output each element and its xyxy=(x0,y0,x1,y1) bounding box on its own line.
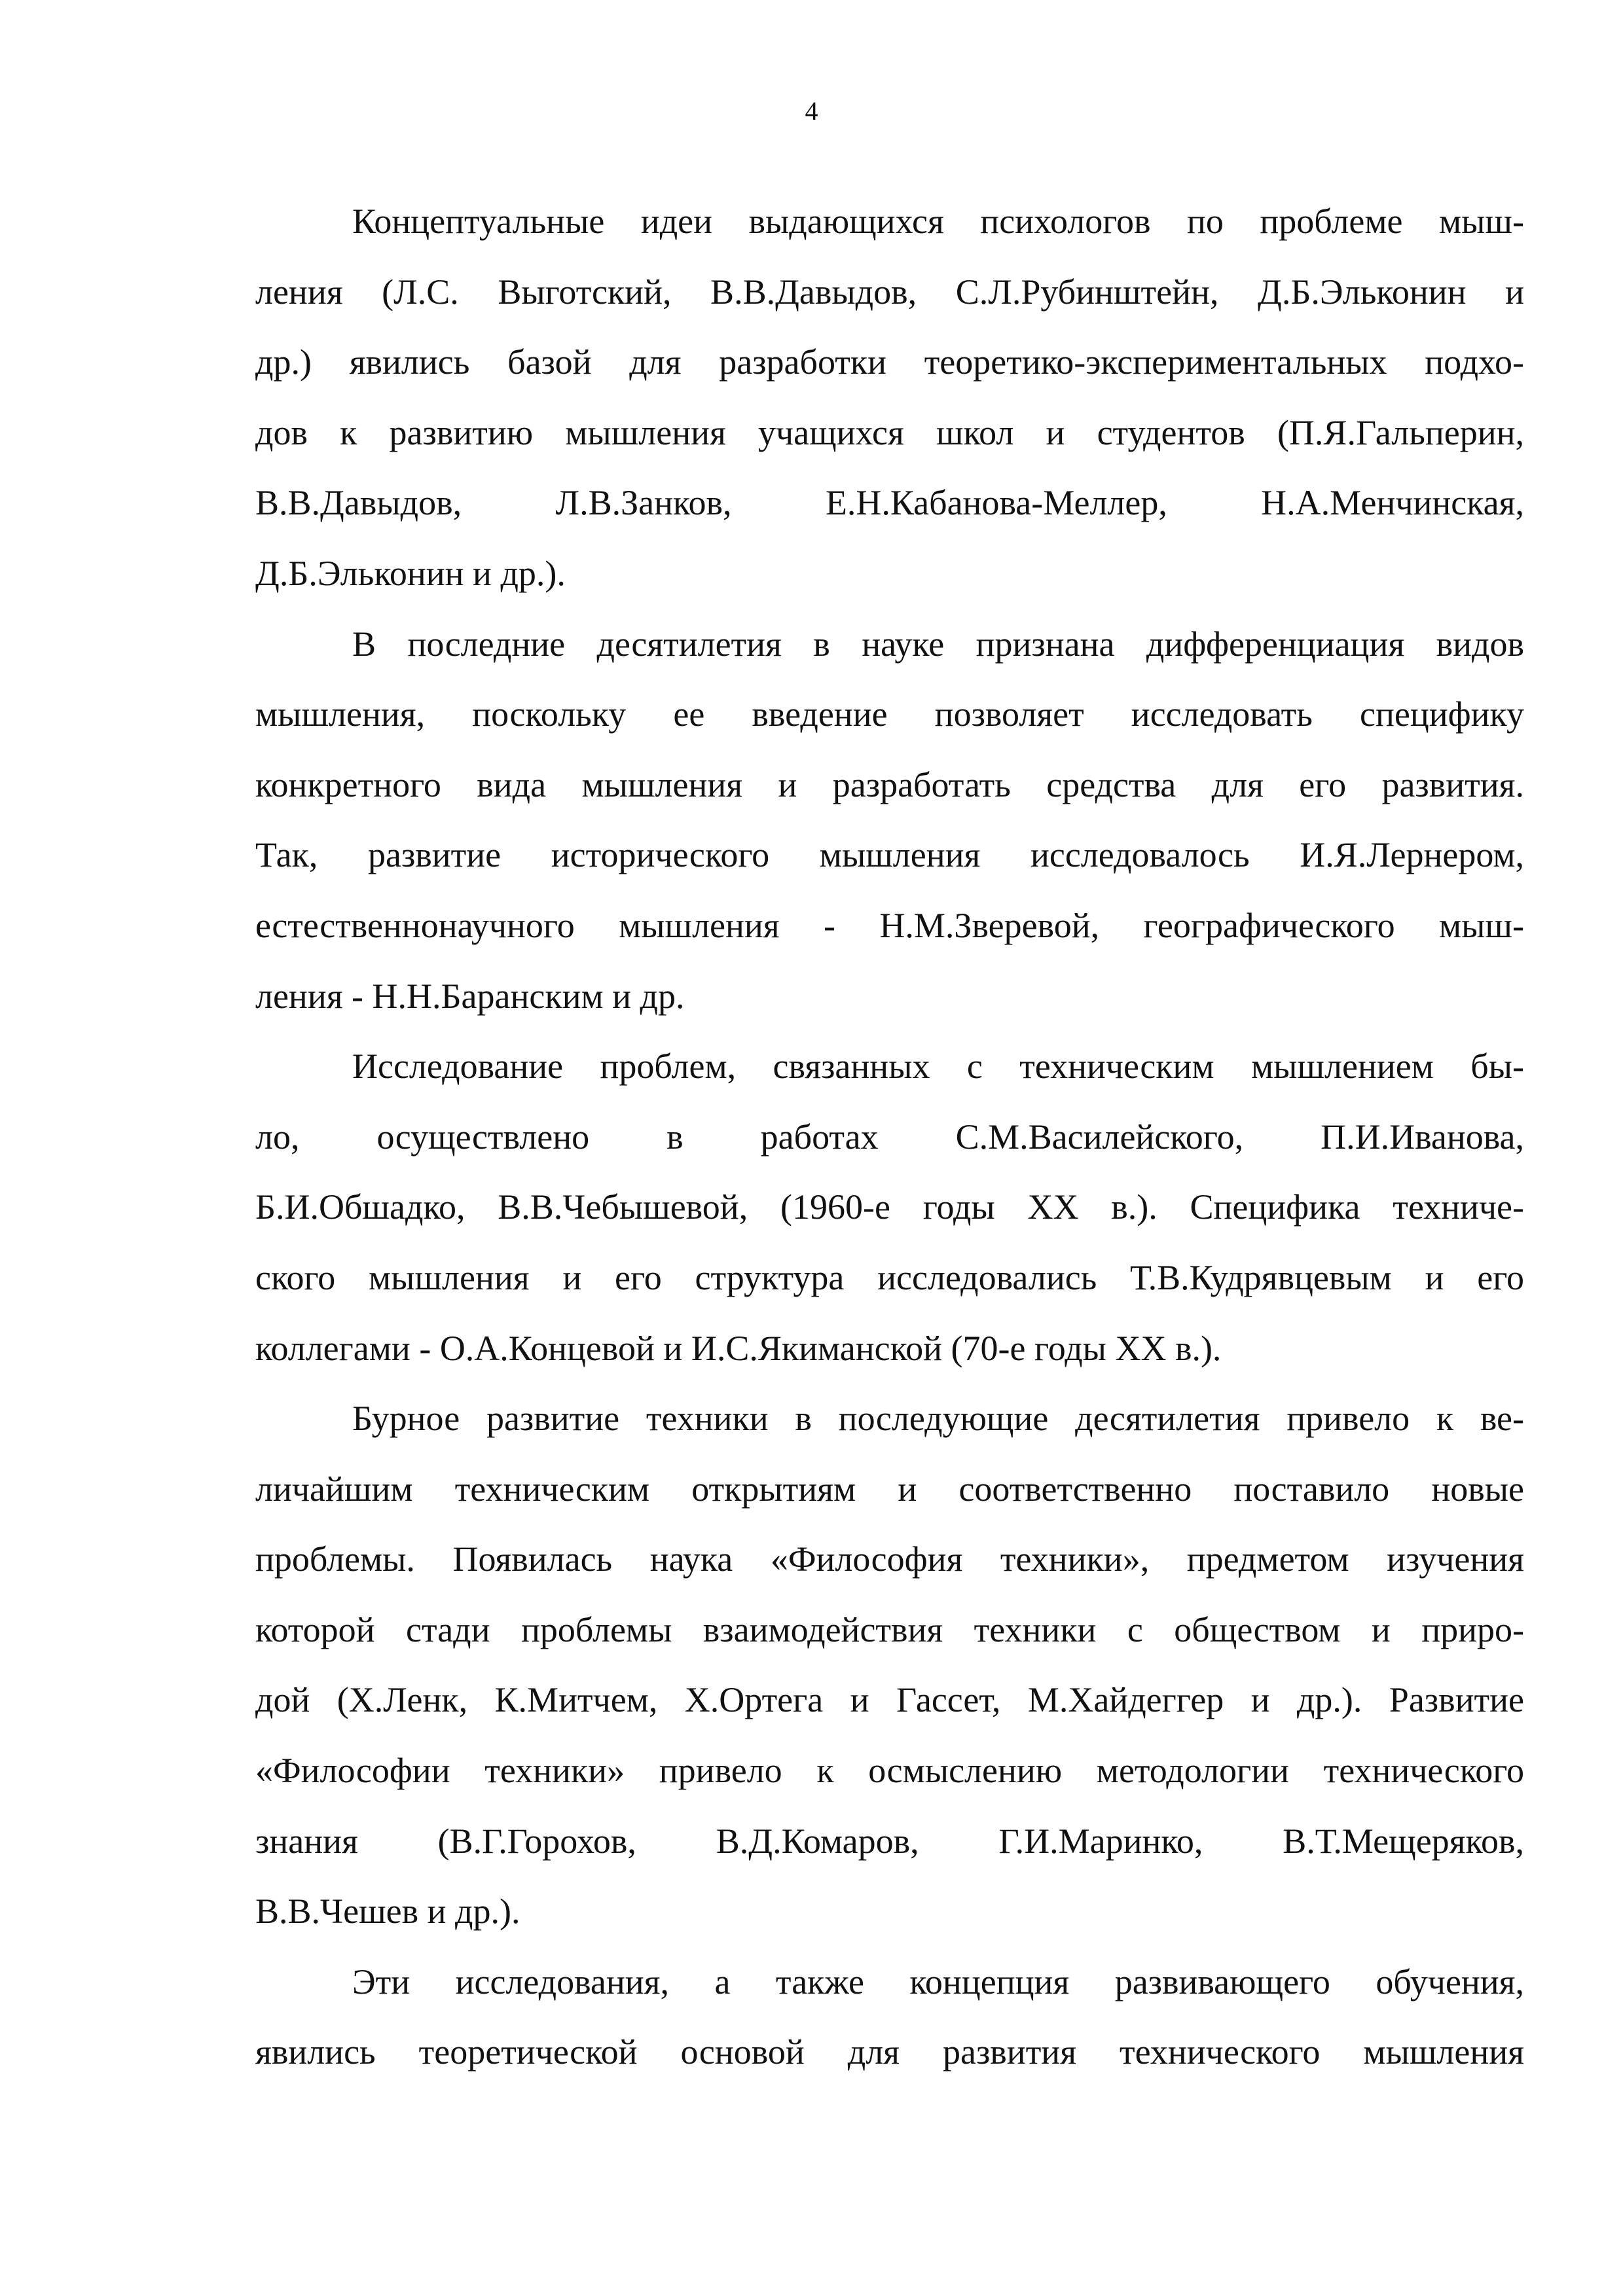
paragraph-line: дов к развитию мышления учащихся школ и студентов (П.Я.Гальперин, xyxy=(255,412,1524,452)
paragraph-line: ло, осуществлено в работах С.М.Василейского, П.И.Иванова, xyxy=(255,1117,1524,1157)
paragraph-line: В.В.Давыдов, Л.В.Занков, Е.Н.Кабанова-Меллер, Н.А.Менчинская, xyxy=(255,483,1524,523)
document-body xyxy=(255,187,1524,2088)
paragraph-line: Так, развитие исторического мышления исследовалось И.Я.Лернером, xyxy=(255,835,1524,875)
paragraph-4 xyxy=(255,1384,1524,1947)
paragraph-line: «Философии техники» привело к осмыслению методологии технического xyxy=(255,1751,1524,1791)
paragraph-line: конкретного вида мышления и разработать средства для его развития. xyxy=(255,764,1524,804)
paragraph-line: естественнонаучного мышления - Н.М.Зверевой, географического мыш- xyxy=(255,905,1524,945)
paragraph-line: личайшим техническим открытиям и соответственно поставило новые xyxy=(255,1469,1524,1509)
paragraph-line: дой (Х.Ленк, К.Митчем, Х.Ортега и Гассет, М.Хайдеггер и др.). Развитие xyxy=(255,1680,1524,1720)
paragraph-5 xyxy=(255,1947,1524,2088)
paragraph-line: проблемы. Появилась наука «Философия техники», предметом изучения xyxy=(255,1539,1524,1579)
paragraph-line: Бурное развитие техники в последующие десятилетия привело к ве- xyxy=(352,1399,1524,1439)
paragraph-line: коллегами - О.А.Концевой и И.С.Якиманской (70-е годы XX в.). xyxy=(255,1328,1222,1368)
page-number: 4 xyxy=(805,96,818,126)
paragraph-line: Концептуальные идеи выдающихся психологов по проблеме мыш- xyxy=(352,202,1524,241)
paragraph-line: мышления, поскольку ее введение позволяет исследовать специфику xyxy=(255,694,1524,734)
paragraph-2 xyxy=(255,609,1524,1032)
paragraph-line: ления (Л.С. Выготский, В.В.Давыдов, С.Л.Рубинштейн, Д.Б.Эльконин и xyxy=(255,272,1524,312)
paragraph-line: В последние десятилетия в науке признана дифференциация видов xyxy=(352,624,1524,664)
paragraph-line: ского мышления и его структура исследовались Т.В.Кудрявцевым и его xyxy=(255,1257,1524,1297)
paragraph-line: Б.И.Обшадко, В.В.Чебышевой, (1960-е годы XX в.). Специфика техниче- xyxy=(255,1187,1524,1227)
paragraph-line: ления - Н.Н.Баранским и др. xyxy=(255,976,685,1016)
paragraph-3 xyxy=(255,1031,1524,1384)
paragraph-1 xyxy=(255,187,1524,609)
paragraph-line: явились теоретической основой для развития технического мышления xyxy=(255,2032,1524,2072)
paragraph-line: Д.Б.Эльконин и др.). xyxy=(255,553,566,593)
paragraph-line: В.В.Чешев и др.). xyxy=(255,1892,520,1931)
paragraph-line: Эти исследования, а также концепция развивающего обучения, xyxy=(352,1962,1524,2001)
paragraph-line: Исследование проблем, связанных с техническим мышлением бы- xyxy=(352,1047,1524,1086)
paragraph-line: знания (В.Г.Горохов, В.Д.Комаров, Г.И.Маринко, В.Т.Мещеряков, xyxy=(255,1821,1524,1861)
paragraph-line: которой стади проблемы взаимодействия техники с обществом и приро- xyxy=(255,1609,1524,1649)
paragraph-line: др.) явились базой для разработки теоретико-экспериментальных подхо- xyxy=(255,342,1524,382)
